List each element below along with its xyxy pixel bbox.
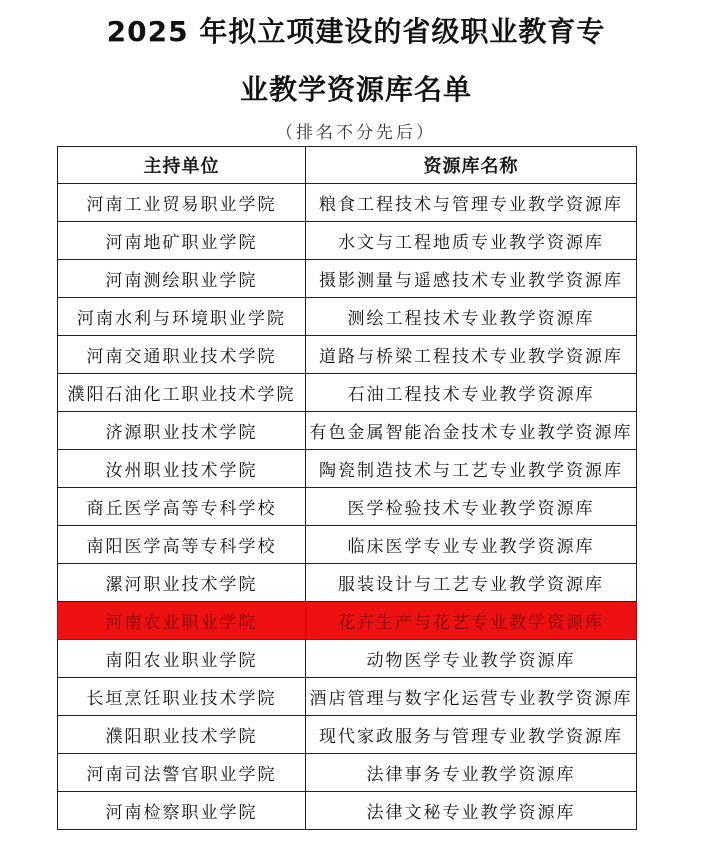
table-row — [58, 260, 637, 298]
host-unit-cell: 河南司法警官职业学院 — [58, 754, 306, 792]
host-unit-cell: 濮阳石油化工职业技术学院 — [58, 374, 306, 412]
header-host-unit: 主持单位 — [58, 147, 306, 184]
table-row — [58, 184, 637, 222]
library-name-cell: 法律事务专业教学资源库 — [306, 754, 637, 792]
library-name-cell: 粮食工程技术与管理专业教学资源库 — [306, 184, 637, 222]
library-name-cell: 测绘工程技术专业教学资源库 — [306, 298, 637, 336]
table-row — [58, 488, 637, 526]
table-header-row — [58, 147, 637, 184]
library-name-cell: 有色金属智能冶金技术专业教学资源库 — [306, 412, 637, 450]
host-unit-cell: 河南地矿职业学院 — [58, 222, 306, 260]
table-body — [58, 184, 637, 830]
document-title-line-1: 2025 年拟立项建设的省级职业教育专 — [106, 15, 606, 48]
host-unit-cell: 长垣烹饪职业技术学院 — [58, 678, 306, 716]
host-unit-cell: 漯河职业技术学院 — [58, 564, 306, 602]
host-unit-cell: 河南检察职业学院 — [58, 792, 306, 830]
resource-library-table — [57, 146, 637, 830]
table-row-highlighted — [58, 602, 637, 640]
library-name-cell: 酒店管理与数字化运营专业教学资源库 — [306, 678, 637, 716]
library-name-cell: 花卉生产与花艺专业教学资源库 — [306, 602, 637, 640]
library-name-cell: 服装设计与工艺专业教学资源库 — [306, 564, 637, 602]
table-row — [58, 678, 637, 716]
table-row — [58, 792, 637, 830]
host-unit-cell: 河南农业职业学院 — [58, 602, 306, 640]
document-title-line-2: 业教学资源库名单 — [239, 73, 472, 106]
host-unit-cell: 河南工业贸易职业学院 — [58, 184, 306, 222]
library-name-cell: 道路与桥梁工程技术专业教学资源库 — [306, 336, 637, 374]
host-unit-cell: 河南交通职业技术学院 — [58, 336, 306, 374]
table-row — [58, 754, 637, 792]
table-row — [58, 716, 637, 754]
host-unit-cell: 河南水利与环境职业学院 — [58, 298, 306, 336]
table-row — [58, 298, 637, 336]
library-name-cell: 动物医学专业教学资源库 — [306, 640, 637, 678]
table-row — [58, 222, 637, 260]
host-unit-cell: 汝州职业技术学院 — [58, 450, 306, 488]
host-unit-cell: 商丘医学高等专科学校 — [58, 488, 306, 526]
library-name-cell: 石油工程技术专业教学资源库 — [306, 374, 637, 412]
table-row — [58, 412, 637, 450]
table-row — [58, 336, 637, 374]
library-name-cell: 临床医学专业专业教学资源库 — [306, 526, 637, 564]
library-name-cell: 法律文秘专业教学资源库 — [306, 792, 637, 830]
table-row — [58, 374, 637, 412]
library-name-cell: 现代家政服务与管理专业教学资源库 — [306, 716, 637, 754]
library-name-cell: 摄影测量与遥感技术专业教学资源库 — [306, 260, 637, 298]
ranking-note: （排名不分先后） — [276, 123, 436, 143]
library-name-cell: 医学检验技术专业教学资源库 — [306, 488, 637, 526]
host-unit-cell: 济源职业技术学院 — [58, 412, 306, 450]
table-row — [58, 564, 637, 602]
header-library-name: 资源库名称 — [306, 147, 637, 184]
table-row — [58, 526, 637, 564]
host-unit-cell: 河南测绘职业学院 — [58, 260, 306, 298]
host-unit-cell: 濮阳职业技术学院 — [58, 716, 306, 754]
library-name-cell: 陶瓷制造技术与工艺专业教学资源库 — [306, 450, 637, 488]
table-row — [58, 450, 637, 488]
table-row — [58, 640, 637, 678]
host-unit-cell: 南阳农业职业学院 — [58, 640, 306, 678]
host-unit-cell: 南阳医学高等专科学校 — [58, 526, 306, 564]
library-name-cell: 水文与工程地质专业教学资源库 — [306, 222, 637, 260]
